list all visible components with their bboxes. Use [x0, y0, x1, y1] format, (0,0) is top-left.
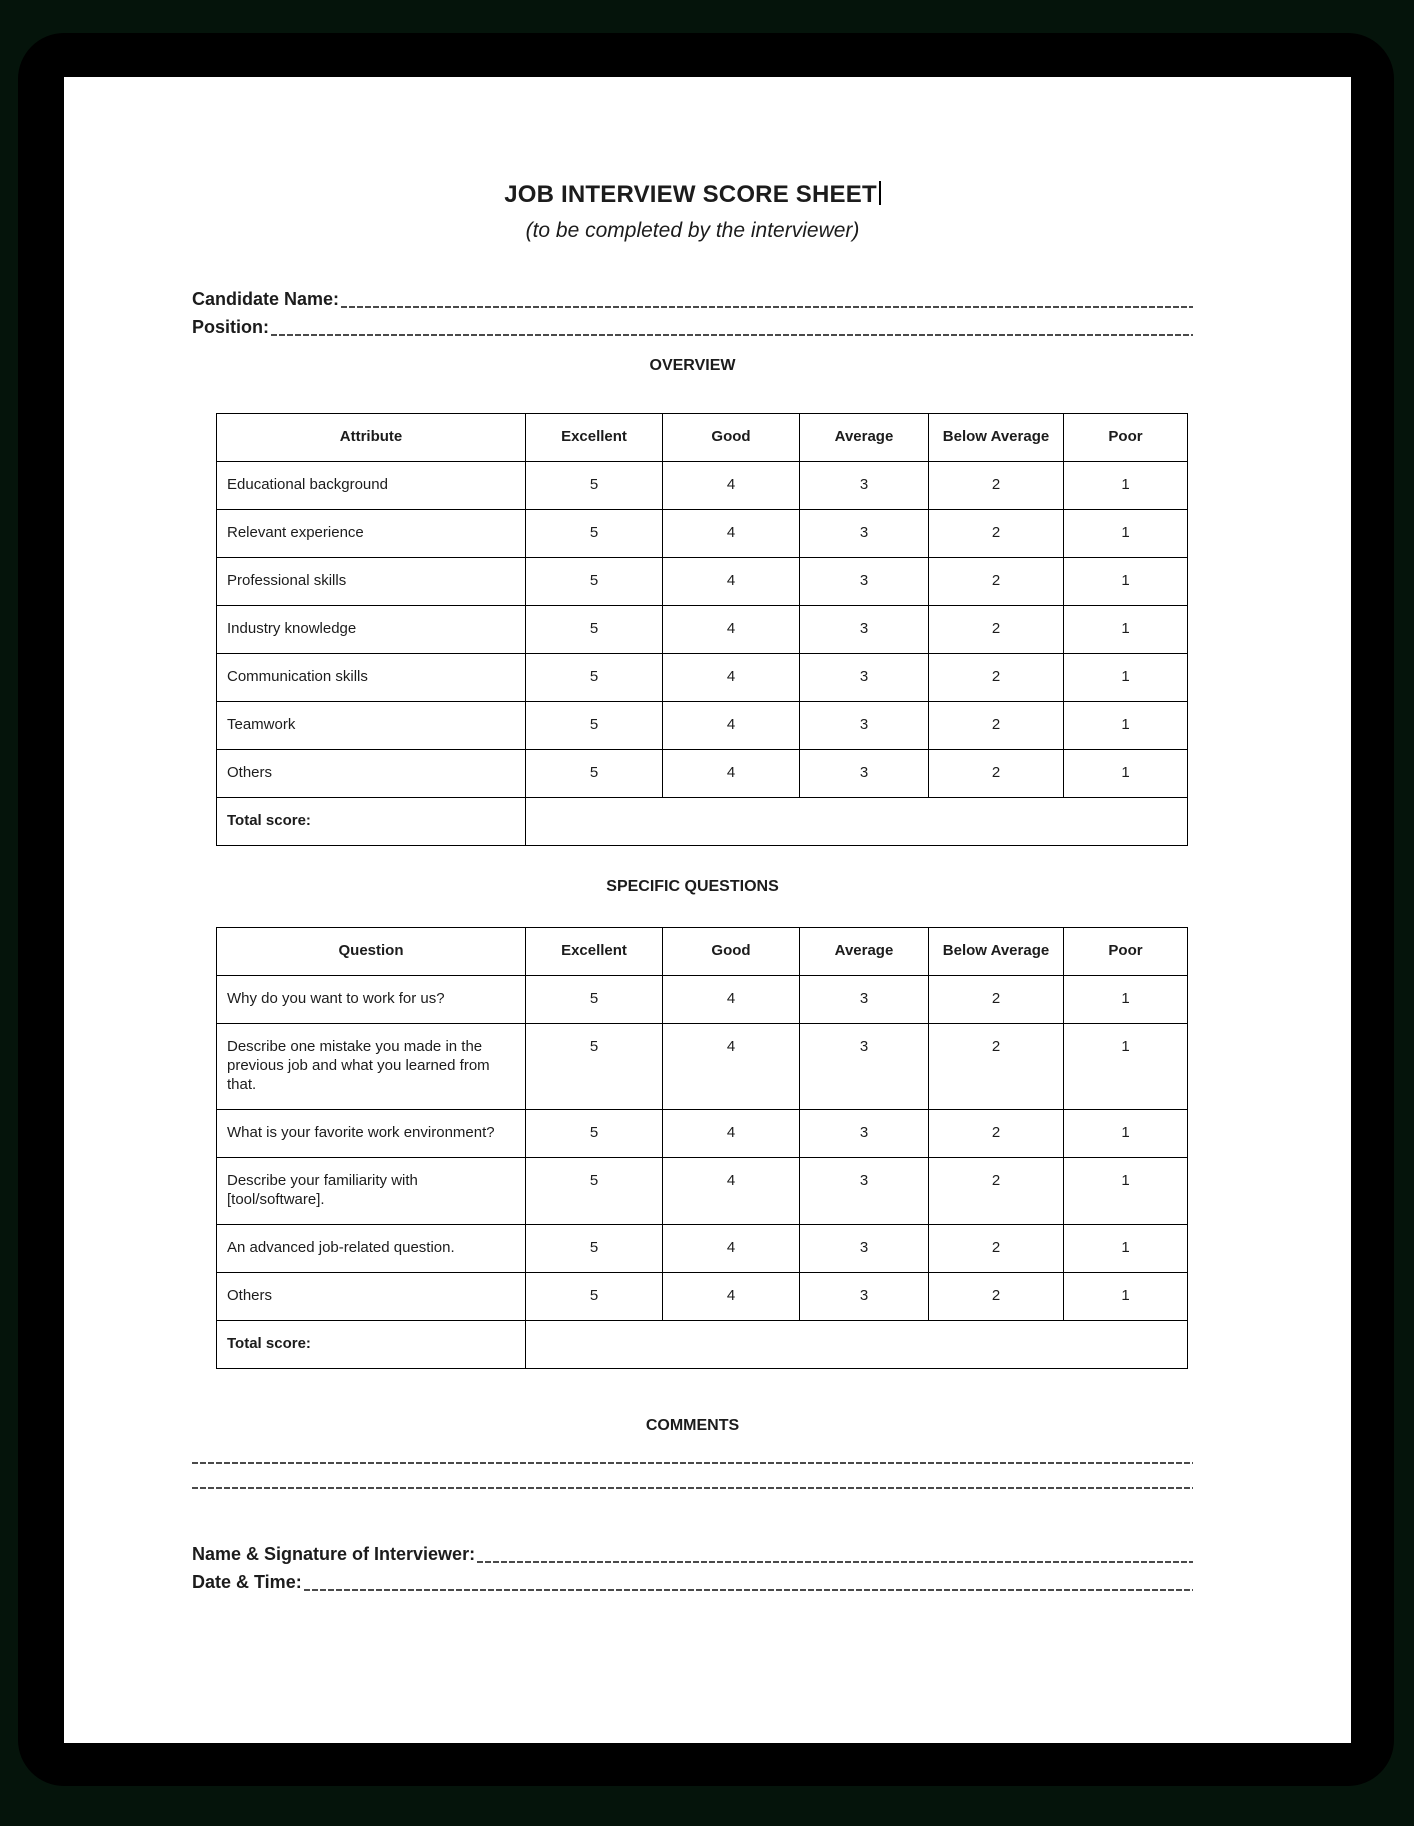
table-row	[217, 1158, 1188, 1225]
score-cell: 1	[1064, 462, 1188, 510]
score-cell: 2	[929, 976, 1064, 1024]
specific-questions-heading: SPECIFIC QUESTIONS	[606, 878, 779, 895]
score-cell: 1	[1064, 1024, 1188, 1110]
page-title-text: JOB INTERVIEW SCORE SHEET	[504, 181, 877, 208]
score-cell: 4	[663, 976, 800, 1024]
score-cell: 3	[800, 1225, 929, 1273]
score-cell: 1	[1064, 654, 1188, 702]
total-score-entry-cell[interactable]	[526, 1321, 1188, 1369]
candidate-name-field	[192, 285, 1193, 313]
table-row	[217, 1273, 1188, 1321]
column-header-good: Good	[663, 928, 800, 976]
score-cell: 1	[1064, 702, 1188, 750]
score-cell: 4	[663, 1225, 800, 1273]
column-header-good: Good	[663, 414, 800, 462]
table-row	[217, 1024, 1188, 1110]
score-cell: 2	[929, 1024, 1064, 1110]
column-header-question: Question	[217, 928, 526, 976]
score-cell: 3	[800, 1110, 929, 1158]
interviewer-signature-input-line[interactable]	[477, 1561, 1193, 1563]
score-cell: 4	[663, 558, 800, 606]
question-label: Why do you want to work for us?	[217, 976, 526, 1024]
score-cell: 1	[1064, 1273, 1188, 1321]
document-content	[64, 77, 1351, 1596]
column-header-poor: Poor	[1064, 414, 1188, 462]
score-cell: 5	[526, 976, 663, 1024]
score-cell: 3	[800, 462, 929, 510]
score-cell: 4	[663, 1273, 800, 1321]
row-label: Industry knowledge	[217, 606, 526, 654]
rounded-frame	[18, 33, 1394, 1786]
candidate-name-input-line[interactable]	[341, 306, 1193, 308]
date-time-input-line[interactable]	[304, 1589, 1193, 1591]
score-cell: 3	[800, 510, 929, 558]
table-row	[217, 654, 1188, 702]
score-cell: 1	[1064, 750, 1188, 798]
column-header-average: Average	[800, 928, 929, 976]
position-input-line[interactable]	[271, 334, 1193, 336]
score-cell: 5	[526, 1225, 663, 1273]
score-cell: 2	[929, 1273, 1064, 1321]
date-time-label: Date & Time:	[192, 1572, 302, 1592]
overview-heading: OVERVIEW	[649, 357, 736, 374]
position-label: Position:	[192, 317, 269, 337]
score-cell: 2	[929, 702, 1064, 750]
table-row	[217, 976, 1188, 1024]
table-row	[217, 1110, 1188, 1158]
column-header-below-average: Below Average	[929, 414, 1064, 462]
score-cell: 5	[526, 654, 663, 702]
score-cell: 2	[929, 750, 1064, 798]
page-subtitle: (to be completed by the interviewer)	[525, 219, 860, 242]
score-cell: 1	[1064, 1225, 1188, 1273]
score-cell: 5	[526, 558, 663, 606]
score-cell: 5	[526, 750, 663, 798]
column-header-below-average: Below Average	[929, 928, 1064, 976]
text-caret	[879, 181, 881, 205]
specific-header-row	[217, 928, 1188, 976]
table-row	[217, 702, 1188, 750]
specific-questions-table	[216, 927, 1188, 1369]
score-cell: 2	[929, 606, 1064, 654]
question-label: Describe your familiarity with [tool/software].	[217, 1158, 526, 1225]
score-cell: 1	[1064, 606, 1188, 654]
candidate-name-label: Candidate Name:	[192, 289, 340, 309]
score-cell: 4	[663, 1158, 800, 1225]
column-header-excellent: Excellent	[526, 414, 663, 462]
score-cell: 2	[929, 1110, 1064, 1158]
comments-heading: COMMENTS	[645, 1417, 740, 1434]
question-label: An advanced job-related question.	[217, 1225, 526, 1273]
score-cell: 3	[800, 702, 929, 750]
score-cell: 4	[663, 606, 800, 654]
score-cell: 5	[526, 510, 663, 558]
score-cell: 2	[929, 558, 1064, 606]
score-cell: 1	[1064, 1158, 1188, 1225]
interviewer-signature-label: Name & Signature of Interviewer:	[192, 1544, 476, 1564]
column-header-attribute: Attribute	[217, 414, 526, 462]
score-cell: 3	[800, 606, 929, 654]
question-label: What is your favorite work environment?	[217, 1110, 526, 1158]
position-field	[192, 313, 1193, 341]
score-cell: 2	[929, 462, 1064, 510]
score-cell: 4	[663, 510, 800, 558]
score-cell: 2	[929, 1158, 1064, 1225]
question-label: Others	[217, 1273, 526, 1321]
signature-block	[192, 1540, 1193, 1596]
total-score-label: Total score:	[217, 1321, 526, 1369]
score-cell: 4	[663, 462, 800, 510]
score-cell: 3	[800, 654, 929, 702]
table-row	[217, 510, 1188, 558]
score-cell: 2	[929, 510, 1064, 558]
score-cell: 4	[663, 702, 800, 750]
score-cell: 5	[526, 1024, 663, 1110]
row-label: Educational background	[217, 462, 526, 510]
interviewer-signature-field	[192, 1540, 1193, 1568]
document-page[interactable]	[64, 77, 1351, 1743]
row-label: Teamwork	[217, 702, 526, 750]
page-title	[192, 180, 1193, 210]
table-row	[217, 750, 1188, 798]
total-score-entry-cell[interactable]	[526, 798, 1188, 846]
table-row	[217, 558, 1188, 606]
score-cell: 3	[800, 750, 929, 798]
score-cell: 5	[526, 606, 663, 654]
score-cell: 3	[800, 558, 929, 606]
date-time-field	[192, 1568, 1193, 1596]
question-label: Describe one mistake you made in the previous job and what you learned from that.	[217, 1024, 526, 1110]
table-row	[217, 462, 1188, 510]
score-cell: 4	[663, 1024, 800, 1110]
total-score-row	[217, 1321, 1188, 1369]
column-header-poor: Poor	[1064, 928, 1188, 976]
row-label: Communication skills	[217, 654, 526, 702]
column-header-average: Average	[800, 414, 929, 462]
total-score-row	[217, 798, 1188, 846]
score-cell: 3	[800, 1273, 929, 1321]
score-cell: 3	[800, 1158, 929, 1225]
comments-line-1[interactable]	[192, 1462, 1193, 1464]
score-cell: 1	[1064, 976, 1188, 1024]
row-label: Relevant experience	[217, 510, 526, 558]
score-cell: 4	[663, 654, 800, 702]
column-header-excellent: Excellent	[526, 928, 663, 976]
overview-table	[216, 413, 1188, 846]
score-cell: 1	[1064, 558, 1188, 606]
score-cell: 5	[526, 1273, 663, 1321]
score-cell: 3	[800, 976, 929, 1024]
score-cell: 5	[526, 462, 663, 510]
score-cell: 2	[929, 654, 1064, 702]
score-cell: 1	[1064, 510, 1188, 558]
score-cell: 5	[526, 1110, 663, 1158]
overview-header-row	[217, 414, 1188, 462]
score-cell: 4	[663, 750, 800, 798]
score-cell: 5	[526, 1158, 663, 1225]
row-label: Professional skills	[217, 558, 526, 606]
total-score-label: Total score:	[217, 798, 526, 846]
score-cell: 5	[526, 702, 663, 750]
row-label: Others	[217, 750, 526, 798]
comments-line-2[interactable]	[192, 1487, 1193, 1489]
table-row	[217, 606, 1188, 654]
table-row	[217, 1225, 1188, 1273]
score-cell: 1	[1064, 1110, 1188, 1158]
score-cell: 4	[663, 1110, 800, 1158]
score-cell: 2	[929, 1225, 1064, 1273]
score-cell: 3	[800, 1024, 929, 1110]
